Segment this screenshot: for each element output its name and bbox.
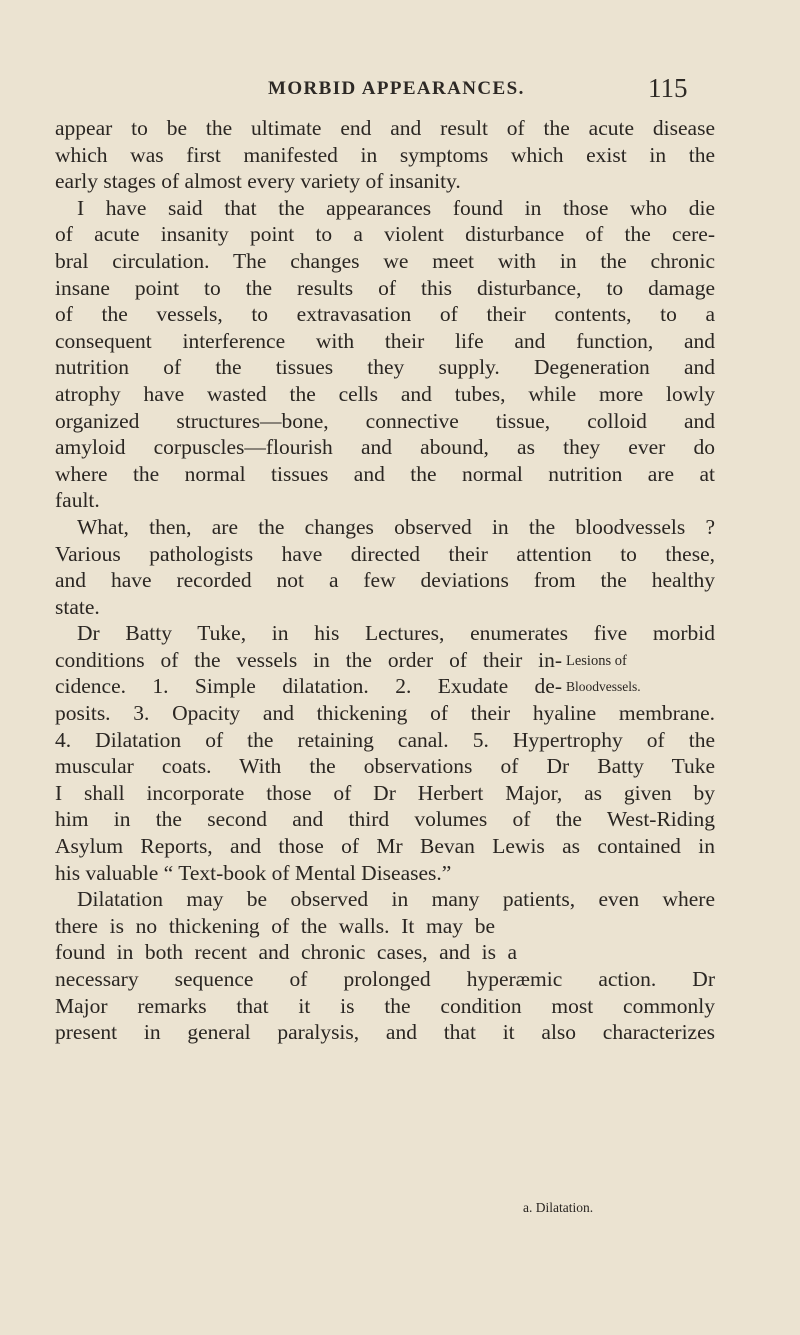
text-line: 4. Dilatation of the retaining canal. 5. Hypertrophy of the [55,727,715,752]
text-line: muscular coats. With the observations of Dr Batty Tuke [55,754,715,779]
paragraph [55,115,715,195]
body-text [55,115,715,1046]
text-line: conditions of the vessels in the order of their in- [55,647,562,672]
text-line: Dilatation may be observed in many patients, even where [77,887,715,912]
text-line: of the vessels, to extravasation of their contents, to a [55,302,715,327]
text-line: his valuable “ Text-book of Mental Diseases.” [55,860,452,885]
page-number: 115 [648,73,688,103]
running-head [0,73,800,108]
text-line: nutrition of the tissues they supply. Degeneration and [55,355,715,380]
paragraph [55,514,715,620]
paragraph [55,195,715,514]
running-head-title: MORBID APPEARANCES. [268,78,525,99]
text-line: and have recorded not a few deviations from the healthy [55,568,715,593]
text-line: him in the second and third volumes of the West-Riding [55,807,715,832]
text-line: I have said that the appearances found in those who die [77,195,715,220]
paragraph [55,886,715,1046]
margin-note-lesions: Lesions of [566,653,627,669]
text-line: found in both recent and chronic cases, and is a [55,940,517,965]
text-line: there is no thickening of the walls. It may be [55,913,495,938]
text-line: atrophy have wasted the cells and tubes, while more lowly [55,381,715,406]
margin-note-bloodvessels: Bloodvessels. [566,679,641,694]
text-line: cidence. 1. Simple dilatation. 2. Exudate de- [55,674,562,699]
text-line: where the normal tissues and the normal nutrition are at [55,461,715,486]
text-line: of acute insanity point to a violent disturbance of the cere- [55,222,715,247]
text-line: necessary sequence of prolonged hyperæmic action. Dr [55,967,715,991]
margin-note-dilatation: a. Dilatation. [523,1200,594,1215]
text-line: present in general paralysis, and that it also characterizes [55,1020,715,1045]
text-line: What, then, are the changes observed in the bloodvessels ? [77,514,715,539]
text-line: Asylum Reports, and those of Mr Bevan Lewis as contained in [55,834,715,859]
text-line: appear to be the ultimate end and result of the acute disease [55,116,715,140]
text-line: organized structures—bone, connective tissue, colloid and [55,408,715,433]
text-line: which was first manifested in symptoms which exist in the [55,142,715,167]
text-line: early stages of almost every variety of insanity. [55,169,461,194]
text-line: posits. 3. Opacity and thickening of their hyaline membrane. [55,701,715,726]
text-line: fault. [55,488,100,513]
text-line: Dr Batty Tuke, in his Lectures, enumerates five morbid [77,621,715,646]
text-line: bral circulation. The changes we meet with in the chronic [55,248,715,273]
text-line: Major remarks that it is the condition most commonly [55,993,715,1018]
text-line: amyloid corpuscles—flourish and abound, as they ever do [55,435,715,460]
text-line: Various pathologists have directed their attention to these, [55,541,715,566]
text-line: I shall incorporate those of Dr Herbert Major, as given by [55,780,715,805]
text-line: insane point to the results of this disturbance, to damage [55,275,715,300]
text-line: state. [55,594,100,619]
text-line: consequent interference with their life and function, and [55,328,715,353]
